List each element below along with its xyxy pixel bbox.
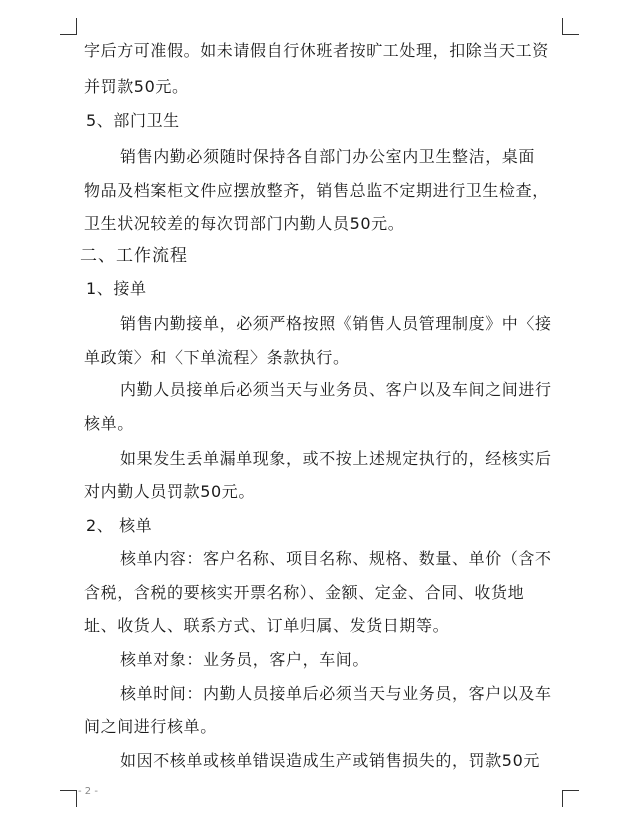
body-line: 核单时间：内勤人员接单后必须当天与业务员，客户以及车 — [120, 684, 552, 703]
body-line: 并罚款50元。 — [84, 77, 189, 96]
crop-mark-bottom-left — [60, 790, 77, 807]
body-line: 物品及档案柜文件应摆放整齐，销售总监不定期进行卫生检查， — [84, 181, 549, 200]
body-line: 字后方可准假。如未请假自行休班者按旷工处理，扣除当天工资 — [84, 41, 549, 60]
body-line: 址、收货人、联系方式、订单归属、发货日期等。 — [84, 616, 450, 635]
body-line: 含税，含税的要核实开票名称）、金额、定金、合同、收货地 — [84, 583, 525, 602]
chapter-heading: 二、工作流程 — [80, 246, 188, 266]
body-line: 间之间进行核单。 — [84, 717, 217, 736]
body-line: 对内勤人员罚款50元。 — [84, 482, 255, 501]
body-line: 核单。 — [84, 414, 134, 433]
crop-mark-bottom-right — [562, 790, 579, 807]
section-heading: 5、部门卫生 — [86, 111, 180, 130]
body-line: 内勤人员接单后必须当天与业务员、客户以及车间之间进行 — [120, 380, 552, 399]
body-line: 销售内勤必须随时保持各自部门办公室内卫生整洁，桌面 — [120, 147, 536, 166]
body-line: 如果发生丢单漏单现象，或不按上述规定执行的，经核实后 — [120, 449, 552, 468]
body-line: 销售内勤接单，必须严格按照《销售人员管理制度》中〈接 — [120, 314, 552, 333]
body-line: 如因不核单或核单错误造成生产或销售损失的，罚款50元 — [120, 751, 540, 770]
section-heading: 1、接单 — [86, 279, 147, 298]
section-heading: 2、 核单 — [86, 516, 153, 535]
page-number: - 2 - — [78, 786, 98, 797]
body-line: 单政策〉和〈下单流程〉条款执行。 — [84, 348, 350, 367]
body-line: 核单对象：业务员，客户，车间。 — [120, 650, 370, 669]
body-line: 卫生状况较差的每次罚部门内勤人员50元。 — [84, 214, 405, 233]
crop-mark-top-left — [60, 18, 77, 35]
body-line: 核单内容：客户名称、项目名称、规格、数量、单价（含不 — [120, 549, 552, 568]
crop-mark-top-right — [562, 18, 579, 35]
